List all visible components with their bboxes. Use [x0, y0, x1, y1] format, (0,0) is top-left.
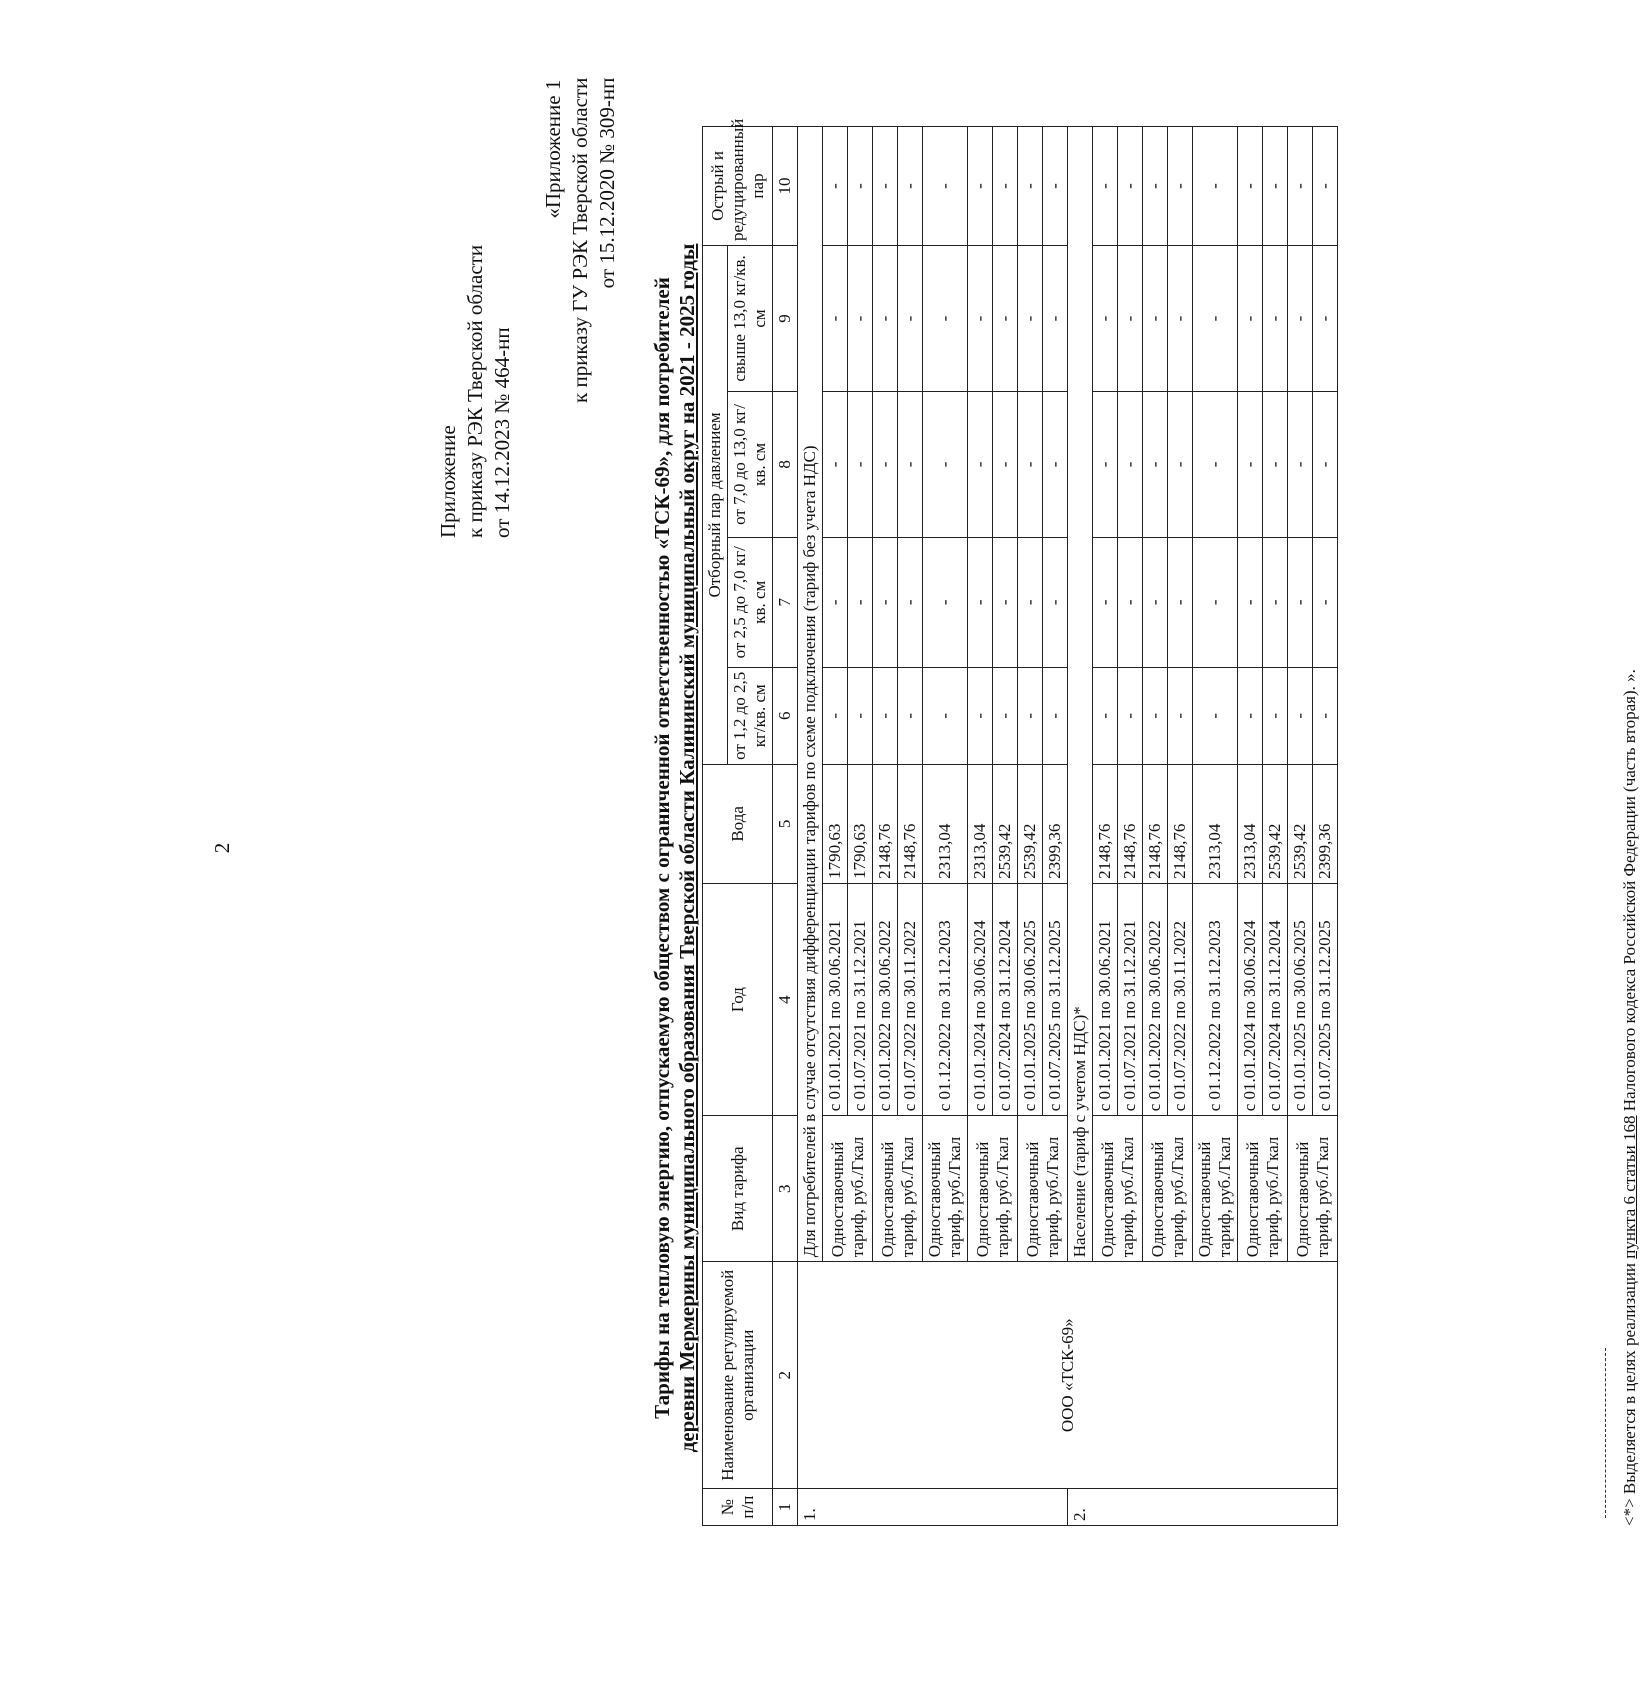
- empty-value-cell: -: [923, 245, 968, 391]
- column-number: 8: [773, 391, 798, 537]
- water-tariff-value: 1790,63: [823, 764, 848, 883]
- empty-value-cell: -: [873, 391, 898, 537]
- empty-value-cell: -: [993, 667, 1018, 764]
- empty-value-cell: -: [848, 245, 873, 391]
- tariff-period: с 01.07.2022 по 30.11.2022: [1168, 883, 1193, 1115]
- header-steam-group: Отборный пар давлением: [703, 245, 728, 764]
- empty-value-cell: -: [968, 245, 993, 391]
- page-number: 2: [210, 842, 234, 854]
- tariff-kind: Одноставочный тариф, руб./Гкал: [1018, 1116, 1068, 1262]
- empty-value-cell: -: [1238, 667, 1263, 764]
- empty-value-cell: -: [1118, 667, 1143, 764]
- document-title: [650, 38, 700, 1658]
- water-tariff-value: 2148,76: [873, 764, 898, 883]
- empty-value-cell: -: [923, 667, 968, 764]
- empty-value-cell: -: [898, 667, 923, 764]
- organization-name: ООО «ТСК-69»: [798, 1262, 1338, 1489]
- section-number: 1.: [798, 1489, 1068, 1526]
- empty-value-cell: -: [1193, 127, 1238, 246]
- empty-value-cell: -: [1043, 245, 1068, 391]
- empty-value-cell: -: [1238, 245, 1263, 391]
- water-tariff-value: 2539,42: [1288, 764, 1313, 883]
- header-pressure-1: от 1,2 до 2,5 кг/кв. см: [728, 667, 773, 764]
- tariff-period: с 01.07.2021 по 31.12.2021: [1118, 883, 1143, 1115]
- tariff-period: с 01.07.2025 по 31.12.2025: [1313, 883, 1338, 1115]
- empty-value-cell: -: [1118, 537, 1143, 667]
- empty-value-cell: -: [898, 391, 923, 537]
- empty-value-cell: -: [1018, 667, 1043, 764]
- tariff-period: с 01.07.2021 по 31.12.2021: [848, 883, 873, 1115]
- empty-value-cell: -: [873, 127, 898, 246]
- appendix-new-line2: к приказу РЭК Тверской области: [463, 244, 487, 538]
- empty-value-cell: -: [1288, 667, 1313, 764]
- appendix-new-line3: от 14.12.2023 № 464-нп: [490, 327, 514, 538]
- empty-value-cell: -: [848, 537, 873, 667]
- column-number: 6: [773, 667, 798, 764]
- tariff-period: с 01.01.2025 по 30.06.2025: [1288, 883, 1313, 1115]
- empty-value-cell: -: [1118, 391, 1143, 537]
- footnote-link: пункта 6 статьи 168: [1620, 1115, 1639, 1259]
- empty-value-cell: -: [823, 127, 848, 246]
- empty-value-cell: -: [1018, 127, 1043, 246]
- empty-value-cell: -: [1263, 391, 1288, 537]
- empty-value-cell: -: [1263, 127, 1288, 246]
- tariff-kind: Одноставочный тариф, руб./Гкал: [1238, 1116, 1288, 1262]
- empty-value-cell: -: [1118, 127, 1143, 246]
- empty-value-cell: -: [1168, 245, 1193, 391]
- tariff-period: с 01.12.2022 по 31.12.2023: [1193, 883, 1238, 1115]
- empty-value-cell: -: [848, 391, 873, 537]
- rotated-page: [50, 38, 1639, 1658]
- empty-value-cell: -: [1043, 667, 1068, 764]
- column-number: 7: [773, 537, 798, 667]
- tariff-period: с 01.01.2024 по 30.06.2024: [968, 883, 993, 1115]
- empty-value-cell: -: [1193, 537, 1238, 667]
- column-number: 5: [773, 764, 798, 883]
- empty-value-cell: -: [1143, 667, 1168, 764]
- tariff-kind: Одноставочный тариф, руб./Гкал: [873, 1116, 923, 1262]
- header-pressure-2: от 2,5 до 7,0 кг/кв. см: [728, 537, 773, 667]
- footnote: [1620, 669, 1640, 1526]
- empty-value-cell: -: [823, 391, 848, 537]
- empty-value-cell: -: [1143, 537, 1168, 667]
- empty-value-cell: -: [1288, 245, 1313, 391]
- empty-value-cell: -: [898, 245, 923, 391]
- header-pressure-4: свыше 13,0 кг/кв. см: [728, 245, 773, 391]
- empty-value-cell: -: [1238, 391, 1263, 537]
- tariff-kind: Одноставочный тариф, руб./Гкал: [1288, 1116, 1338, 1262]
- empty-value-cell: -: [1263, 537, 1288, 667]
- empty-value-cell: -: [1093, 667, 1118, 764]
- empty-value-cell: -: [993, 391, 1018, 537]
- column-number: 10: [773, 127, 798, 246]
- water-tariff-value: 2539,42: [993, 764, 1018, 883]
- appendix-header-old: [540, 78, 621, 403]
- empty-value-cell: -: [1093, 127, 1118, 246]
- tariff-period: с 01.07.2024 по 31.12.2024: [1263, 883, 1288, 1115]
- header-water: Вода: [703, 764, 773, 883]
- empty-value-cell: -: [1043, 391, 1068, 537]
- tariff-kind: Одноставочный тариф, руб./Гкал: [923, 1116, 968, 1262]
- footnote-divider: [1605, 1348, 1606, 1518]
- water-tariff-value: 2399,36: [1313, 764, 1338, 883]
- tariff-kind: Одноставочный тариф, руб./Гкал: [1143, 1116, 1193, 1262]
- water-tariff-value: 2148,76: [1168, 764, 1193, 883]
- empty-value-cell: -: [1313, 245, 1338, 391]
- empty-value-cell: -: [1263, 245, 1288, 391]
- empty-value-cell: -: [1238, 537, 1263, 667]
- empty-value-cell: -: [1043, 537, 1068, 667]
- tariff-kind: Одноставочный тариф, руб./Гкал: [1193, 1116, 1238, 1262]
- appendix-header-new: [435, 245, 516, 538]
- section-row: [798, 127, 823, 1526]
- empty-value-cell: -: [1018, 391, 1043, 537]
- empty-value-cell: -: [1238, 127, 1263, 246]
- empty-value-cell: -: [1313, 537, 1338, 667]
- empty-value-cell: -: [1313, 667, 1338, 764]
- tariff-period: с 01.07.2025 по 31.12.2025: [1043, 883, 1068, 1115]
- section-title: Население (тариф с учетом НДС)*: [1068, 127, 1093, 1262]
- tariff-period: с 01.01.2024 по 30.06.2024: [1238, 883, 1263, 1115]
- empty-value-cell: -: [923, 391, 968, 537]
- empty-value-cell: -: [1168, 667, 1193, 764]
- empty-value-cell: -: [1093, 245, 1118, 391]
- header-org: Наименование регулируемой организации: [703, 1262, 773, 1489]
- empty-value-cell: -: [1193, 245, 1238, 391]
- empty-value-cell: -: [1288, 537, 1313, 667]
- empty-value-cell: -: [968, 127, 993, 246]
- empty-value-cell: -: [898, 127, 923, 246]
- tariff-period: с 01.07.2024 по 31.12.2024: [993, 883, 1018, 1115]
- title-line2: деревни Мермерины муниципального образования Тверской области Калининский муниципальный округ на 2021 - 2025 годы: [675, 243, 699, 1453]
- tariff-period: с 01.12.2022 по 31.12.2023: [923, 883, 968, 1115]
- column-number-row: [773, 127, 798, 1526]
- empty-value-cell: -: [1093, 537, 1118, 667]
- tariff-period: с 01.01.2021 по 30.06.2021: [823, 883, 848, 1115]
- header-kind: Вид тарифа: [703, 1116, 773, 1262]
- tariff-kind: Одноставочный тариф, руб./Гкал: [968, 1116, 1018, 1262]
- header-pressure-3: от 7,0 до 13,0 кг/кв. см: [728, 391, 773, 537]
- water-tariff-value: 1790,63: [848, 764, 873, 883]
- empty-value-cell: -: [1263, 667, 1288, 764]
- appendix-new-line1: Приложение: [436, 425, 460, 538]
- water-tariff-value: 2148,76: [1093, 764, 1118, 883]
- header-row-1: [703, 127, 728, 1526]
- empty-value-cell: -: [1143, 127, 1168, 246]
- empty-value-cell: -: [1118, 245, 1143, 391]
- water-tariff-value: 2539,42: [1263, 764, 1288, 883]
- header-sharp-steam: Острый и редуцированный пар: [703, 127, 773, 246]
- water-tariff-value: 2313,04: [923, 764, 968, 883]
- water-tariff-value: 2148,76: [1118, 764, 1143, 883]
- water-tariff-value: 2313,04: [968, 764, 993, 883]
- water-tariff-value: 2399,36: [1043, 764, 1068, 883]
- empty-value-cell: -: [923, 537, 968, 667]
- tariff-period: с 01.01.2022 по 30.06.2022: [873, 883, 898, 1115]
- appendix-old-line1: «Приложение 1: [541, 79, 565, 219]
- column-number: 1: [773, 1489, 798, 1526]
- empty-value-cell: -: [898, 537, 923, 667]
- empty-value-cell: -: [968, 391, 993, 537]
- appendix-old-line3: от 15.12.2020 № 309-нп: [595, 77, 619, 289]
- footnote-suffix: Налогового кодекса Российской Федерации (часть вторая). ».: [1620, 669, 1639, 1116]
- header-year: Год: [703, 883, 773, 1115]
- empty-value-cell: -: [1313, 391, 1338, 537]
- appendix-old-line2: к приказу ГУ РЭК Тверской области: [568, 77, 592, 403]
- column-number: 4: [773, 883, 798, 1115]
- tariff-kind: Одноставочный тариф, руб./Гкал: [1093, 1116, 1143, 1262]
- empty-value-cell: -: [1193, 391, 1238, 537]
- empty-value-cell: -: [848, 127, 873, 246]
- section-title: Для потребителей в случае отсутствия дифференциации тарифов по схеме подключения (тариф без учета НДС): [798, 127, 823, 1262]
- water-tariff-value: 2148,76: [898, 764, 923, 883]
- empty-value-cell: -: [1143, 245, 1168, 391]
- tariff-table: [702, 118, 1338, 1526]
- tariff-period: с 01.01.2022 по 30.06.2022: [1143, 883, 1168, 1115]
- empty-value-cell: -: [1018, 537, 1043, 667]
- empty-value-cell: -: [823, 245, 848, 391]
- empty-value-cell: -: [993, 245, 1018, 391]
- empty-value-cell: -: [1043, 127, 1068, 246]
- water-tariff-value: 2313,04: [1193, 764, 1238, 883]
- empty-value-cell: -: [993, 127, 1018, 246]
- empty-value-cell: -: [1193, 667, 1238, 764]
- empty-value-cell: -: [968, 667, 993, 764]
- empty-value-cell: -: [1143, 391, 1168, 537]
- water-tariff-value: 2539,42: [1018, 764, 1043, 883]
- section-number: 2.: [1068, 1489, 1338, 1526]
- empty-value-cell: -: [1168, 391, 1193, 537]
- water-tariff-value: 2313,04: [1238, 764, 1263, 883]
- column-number: 3: [773, 1116, 798, 1262]
- empty-value-cell: -: [823, 537, 848, 667]
- empty-value-cell: -: [848, 667, 873, 764]
- empty-value-cell: -: [1288, 391, 1313, 537]
- empty-value-cell: -: [823, 667, 848, 764]
- column-number: 2: [773, 1262, 798, 1489]
- empty-value-cell: -: [873, 537, 898, 667]
- tariff-period: с 01.01.2025 по 30.06.2025: [1018, 883, 1043, 1115]
- empty-value-cell: -: [1313, 127, 1338, 246]
- empty-value-cell: -: [873, 245, 898, 391]
- title-line1: Тарифы на тепловую энергию, отпускаемую обществом с ограниченной ответственностью «ТСК-69», для потребителей: [650, 277, 674, 1419]
- empty-value-cell: -: [1018, 245, 1043, 391]
- header-num: № п/п: [703, 1489, 773, 1526]
- column-number: 9: [773, 245, 798, 391]
- empty-value-cell: -: [968, 537, 993, 667]
- water-tariff-value: 2148,76: [1143, 764, 1168, 883]
- empty-value-cell: -: [993, 537, 1018, 667]
- table-body: [798, 127, 1338, 1526]
- empty-value-cell: -: [873, 667, 898, 764]
- footnote-prefix: <*> Выделяется в целях реализации: [1620, 1258, 1639, 1526]
- tariff-period: с 01.07.2022 по 30.11.2022: [898, 883, 923, 1115]
- empty-value-cell: -: [923, 127, 968, 246]
- tariff-kind: Одноставочный тариф, руб./Гкал: [823, 1116, 873, 1262]
- empty-value-cell: -: [1168, 127, 1193, 246]
- empty-value-cell: -: [1288, 127, 1313, 246]
- empty-value-cell: -: [1168, 537, 1193, 667]
- tariff-period: с 01.01.2021 по 30.06.2021: [1093, 883, 1118, 1115]
- empty-value-cell: -: [1093, 391, 1118, 537]
